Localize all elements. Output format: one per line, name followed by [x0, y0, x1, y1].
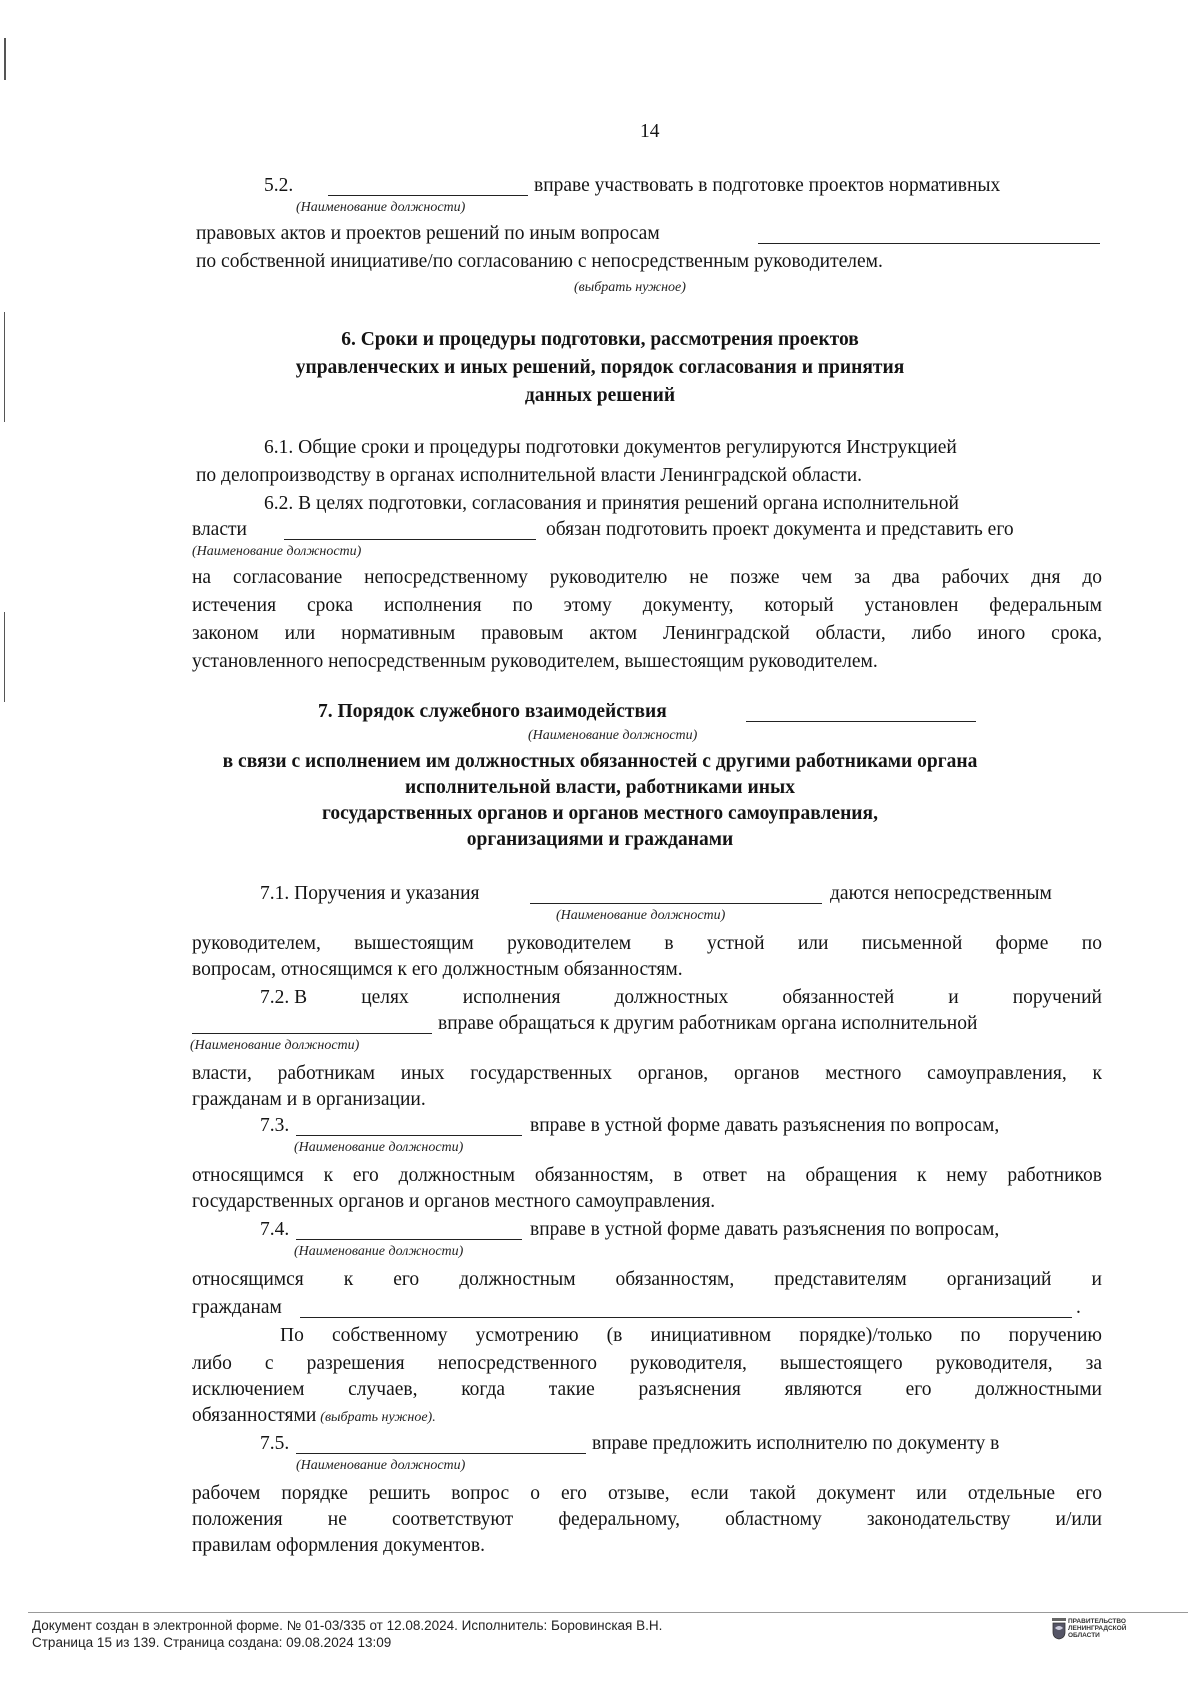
word: должностным — [459, 1269, 576, 1290]
section-heading: 6. Сроки и процедуры подготовки, рассмотрения проектов — [341, 329, 859, 350]
logo-line: ЛЕНИНГРАДСКОЙ — [1068, 1625, 1127, 1632]
blank-line — [296, 1118, 522, 1141]
position-caption: (Наименование должности) — [556, 908, 726, 923]
paragraph-text: законом или нормативным правовым актом Ленинградской области, либо иного срока, — [192, 623, 1102, 644]
word: относящимся — [192, 1269, 304, 1290]
paragraph-text: вправе в устной форме давать разъяснения по вопросам, — [530, 1219, 1000, 1240]
word: обязанностями — [192, 1405, 317, 1426]
paragraph-text: установленного непосредственным руководителем, вышестоящим руководителем. — [192, 651, 878, 672]
coat-of-arms-icon — [1052, 1618, 1066, 1640]
word: исключением — [192, 1379, 305, 1400]
footer-divider — [28, 1612, 1188, 1613]
blank-line — [296, 1222, 522, 1245]
paragraph-text: даются непосредственным — [830, 883, 1052, 904]
word: должностных — [614, 987, 729, 1008]
section-heading: исполнительной власти, работниками иных — [405, 777, 795, 798]
paragraph-text: вправе участвовать в подготовке проектов нормативных — [534, 175, 1001, 196]
page-number: 14 — [640, 121, 660, 142]
blank-line — [300, 1300, 1072, 1323]
paragraph-text — [192, 1404, 436, 1428]
paragraph-text: вопросам, относящимся к его должностным обязанностям. — [192, 959, 683, 980]
word: представителям — [774, 1269, 907, 1290]
word: его — [905, 1379, 932, 1400]
position-caption: (Наименование должности) — [296, 200, 466, 215]
paragraph-text: гражданам — [192, 1297, 282, 1318]
paragraph-text — [192, 1378, 1102, 1402]
word: такие — [548, 1379, 595, 1400]
paragraph-text: правовых актов и проектов решений по иным вопросам — [196, 223, 660, 244]
paragraph-text — [260, 986, 1102, 1010]
blank-line — [296, 1436, 586, 1459]
blank-line — [192, 1016, 432, 1039]
blank-line — [284, 522, 536, 545]
word: обязанностям, — [615, 1269, 735, 1290]
paragraph-text: . — [1076, 1297, 1081, 1318]
word: к — [343, 1269, 354, 1290]
section-heading: организациями и гражданами — [466, 829, 734, 850]
logo-line: ПРАВИТЕЛЬСТВО — [1068, 1618, 1126, 1625]
word: когда — [461, 1379, 506, 1400]
paragraph-text: либо с разрешения непосредственного руководителя, вышестоящего руководителя, за — [192, 1353, 1102, 1374]
word: должностными — [975, 1379, 1102, 1400]
position-caption: (Наименование должности) — [190, 1038, 360, 1053]
word: поручений — [1012, 987, 1102, 1008]
section-heading: данных решений — [524, 385, 676, 406]
word: являются — [784, 1379, 862, 1400]
paragraph-text: по собственной инициативе/по согласованию с непосредственным руководителем. — [196, 251, 883, 272]
word: случаев, — [348, 1379, 418, 1400]
word: 7.2. В — [260, 987, 308, 1008]
section-heading: в связи с исполнением им должностных обязанностей с другими работниками органа — [222, 751, 978, 772]
paragraph-number: 7.3. — [260, 1115, 290, 1136]
word: обязанностей — [782, 987, 895, 1008]
section-heading: 7. Порядок служебного взаимодействия — [318, 701, 667, 722]
paragraph-text: власти — [192, 519, 247, 540]
paragraph-text: вправе в устной форме давать разъяснения по вопросам, — [530, 1115, 1000, 1136]
paragraph-text: истечения срока исполнения по этому документу, который установлен федеральным — [192, 595, 1102, 616]
scan-mark — [4, 612, 5, 702]
word: и — [948, 987, 959, 1008]
choose-caption: (выбрать нужное) — [574, 280, 686, 295]
paragraph-text: на согласование непосредственному руководителю не позже чем за два рабочих дня до — [192, 567, 1102, 588]
choose-caption: (выбрать нужное). — [320, 1410, 436, 1425]
blank-line — [746, 704, 976, 727]
paragraph-text: рабочем порядке решить вопрос о его отзыве, если такой документ или отдельные его — [192, 1483, 1102, 1504]
paragraph-text: 6.2. В целях подготовки, согласования и принятия решений органа исполнительной — [264, 493, 959, 514]
word: разъяснения — [638, 1379, 741, 1400]
paragraph-text: правилам оформления документов. — [192, 1535, 486, 1556]
word: и — [1091, 1269, 1102, 1290]
word: организаций — [946, 1269, 1052, 1290]
paragraph-text: по делопроизводству в органах исполнительной власти Ленинградской области. — [196, 465, 863, 486]
position-caption: (Наименование должности) — [296, 1458, 466, 1473]
paragraph-number: 7.4. — [260, 1219, 290, 1240]
word: исполнения — [462, 987, 561, 1008]
paragraph-number: 7.5. — [260, 1433, 290, 1454]
government-logo-text — [1068, 1618, 1126, 1639]
paragraph-text: 6.1. Общие сроки и процедуры подготовки документов регулируются Инструкцией — [264, 437, 957, 458]
position-caption: (Наименование должности) — [294, 1244, 464, 1259]
paragraph-text: положения не соответствуют федеральному, областному законодательству и/или — [192, 1509, 1102, 1530]
paragraph-number: 5.2. — [264, 175, 294, 196]
blank-line — [328, 178, 528, 201]
scan-mark — [4, 38, 6, 80]
word: его — [393, 1269, 420, 1290]
paragraph-text: По собственному усмотрению (в инициативном порядке)/только по поручению — [280, 1325, 1102, 1346]
position-caption: (Наименование должности) — [192, 544, 362, 559]
paragraph-text: государственных органов и органов местного самоуправления. — [192, 1191, 716, 1212]
paragraph-text: относящимся к его должностным обязанностям, в ответ на обращения к нему работников — [192, 1165, 1102, 1186]
paragraph-text: вправе обращаться к другим работникам органа исполнительной — [438, 1013, 978, 1034]
footer-line: Страница 15 из 139. Страница создана: 09.08.2024 13:09 — [32, 1635, 392, 1650]
paragraph-text: гражданам и в организации. — [192, 1089, 426, 1110]
section-heading: управленческих и иных решений, порядок согласования и принятия — [295, 357, 905, 378]
paragraph-text: 7.1. Поручения и указания — [260, 883, 480, 904]
position-caption: (Наименование должности) — [294, 1140, 464, 1155]
blank-line — [758, 226, 1100, 249]
word: целях — [361, 987, 409, 1008]
paragraph-text: обязан подготовить проект документа и представить его — [546, 519, 1014, 540]
blank-line — [530, 886, 822, 909]
logo-line: ОБЛАСТИ — [1068, 1632, 1100, 1639]
footer-line: Документ создан в электронной форме. № 01-03/335 от 12.08.2024. Исполнитель: Боровинская В.Н. — [32, 1618, 663, 1633]
paragraph-text: руководителем, вышестоящим руководителем в устной или письменной форме по — [192, 933, 1102, 954]
paragraph-text: власти, работникам иных государственных органов, органов местного самоуправления, к — [192, 1063, 1102, 1084]
paragraph-text — [192, 1268, 1102, 1292]
position-caption: (Наименование должности) — [528, 728, 698, 743]
paragraph-text: вправе предложить исполнителю по документу в — [592, 1433, 1000, 1454]
section-heading: государственных органов и органов местного самоуправления, — [322, 803, 878, 824]
